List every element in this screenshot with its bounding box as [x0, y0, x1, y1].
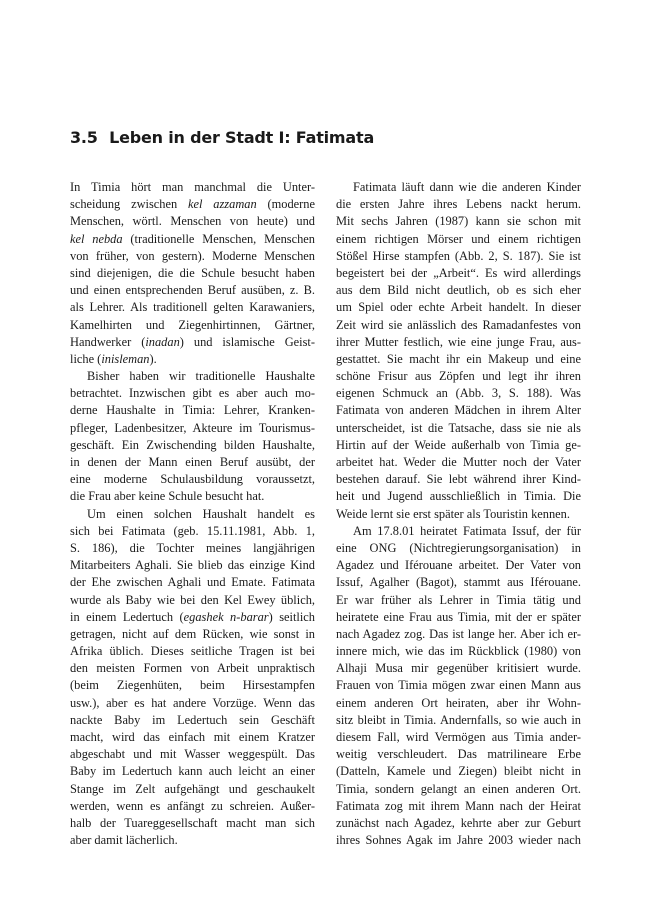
text-line: eine ONG (Nichtregierungsorganisation) in: [336, 540, 581, 555]
text-line: die ersten Jahre ihres Lebens nackt herum.: [336, 197, 581, 212]
section-title: Leben in der Stadt I: Fatimata: [109, 128, 375, 147]
text-line: scheidung zwischen kel azzaman (moderne: [70, 197, 315, 212]
text-line: bestehen darauf. Sie lebt während ihrer Kind-: [336, 472, 581, 487]
text-line: geschäft. Ein Zwischending bilden Haushalte,: [70, 437, 315, 452]
text-line: weitig verschleudert. Das matrilineare Erbe: [336, 747, 581, 762]
text-line: ihres Sohnes Agak im Jahre 2003 wieder nach: [336, 833, 581, 848]
section-number: 3.5: [70, 128, 98, 147]
text-line: heiratete eine Frau aus Timia, mit der er später: [336, 609, 581, 624]
text-line: innere mich, wie das im Rückblick (1980) von: [336, 644, 581, 659]
text-line: Afrika üblich. Dieses seitliche Tragen ist bei: [70, 644, 315, 659]
text-line: Er war früher als Lehrer in Timia tätig und: [336, 592, 581, 607]
text-line: S. 186), die Tochter meines langjährigen: [70, 540, 315, 555]
text-line: sind diejenigen, die die Schule besucht haben: [70, 265, 315, 280]
text-line: Alhaji Musa mir gegenüber kritisiert wurde.: [336, 661, 581, 676]
text-line: Um einen solchen Haushalt handelt es: [87, 506, 315, 521]
text-line: Issuf, Agalher (Bagot), stammt aus Iférouane.: [336, 575, 581, 590]
text-line: Fatimata von anderen Mädchen in ihrem Alter: [336, 403, 581, 418]
text-line: sitz bleibt in Timia. Andernfalls, so wie auch in: [336, 712, 581, 727]
text-line: Fatimata zog mit ihrem Mann nach der Heirat: [336, 798, 581, 813]
text-line: und einen entsprechenden Beruf ausüben, z. B.: [70, 283, 315, 298]
text-line: Hirtin auf der Weide außerhalb von Timia ge-: [336, 437, 581, 452]
text-line: Baby im Ledertuch kann auch leicht an einer: [70, 764, 315, 779]
text-line: unterscheidet, ist die Tatsache, dass sie nie als: [336, 420, 581, 435]
text-line: arbeitet hat. Weder die Mutter noch der Vater: [336, 455, 581, 469]
text-line: aber damit lächerlich.: [70, 833, 178, 848]
text-line: pfleger, Ladenbesitzer, Akteure im Tourismus-: [70, 420, 315, 435]
text-line: in denen der Mann einen Beruf ausübt, der: [70, 455, 315, 469]
text-line: In Timia hört man manchmal die Unter-: [70, 180, 315, 194]
text-line: begeistert bei der „Arbeit“. Es wird allerdings: [336, 265, 581, 280]
text-line: abgeschabt und mit Wasser weggespült. Das: [70, 747, 315, 762]
text-line: von früher, von gestern). Moderne Menschen: [70, 248, 315, 263]
section-heading: [70, 128, 374, 147]
text-line: (Datteln, Kamele und Ziegen) bleibt nicht in: [336, 764, 581, 779]
text-line: ihrer Mutter festlich, wie eine junge Frau, aus-: [336, 334, 581, 349]
text-line: Am 17.8.01 heiratet Fatimata Issuf, der für: [353, 523, 581, 538]
text-line: Timia, sondern gelangt an einen anderen Ort.: [336, 781, 581, 796]
text-line: Mit sechs Jahren (1987) kann sie schon mit: [336, 214, 581, 229]
text-line: Frauen von Timia mögen zwar einen Mann aus: [336, 678, 581, 693]
text-line: Handwerker (inadan) und islamische Geist-: [70, 334, 315, 349]
text-line: einem anderen Ort heiraten, aber ihr Wohn-: [336, 695, 581, 710]
text-line: derne Haushalte in Timia: Lehrer, Kranken-: [70, 403, 315, 418]
text-line: Kamelhirten und Ziegenhirtinnen, Gärtner,: [70, 317, 315, 332]
text-line: kel nebda (traditionelle Menschen, Menschen: [70, 231, 315, 246]
text-line: getragen, nicht auf dem Rücken, wie sonst in: [70, 626, 315, 641]
text-line: zunächst nach Agadez, kehrte aber zur Geburt: [336, 815, 581, 830]
text-line: werden, wenn es anfängt zu schreien. Außer-: [70, 798, 315, 813]
text-line: der Ehe zwischen Aghali und Emate. Fatimata: [70, 575, 315, 590]
text-line: die Frau aber keine Schule besucht hat.: [70, 489, 265, 504]
text-line: diesem Fall, wird Vermögen aus Timia ander-: [336, 730, 581, 744]
text-line: heit und Jugend ausschließlich in Timia. Die: [336, 489, 581, 504]
left-text-column: [70, 179, 315, 849]
text-line: wurde als Baby wie bei den Kel Ewey üblich,: [70, 592, 315, 607]
text-line: um Spiel oder echte Arbeit handelt. In dieser: [336, 300, 581, 315]
text-line: eine moderne Schulausbildung voraussetzt,: [70, 472, 315, 487]
text-line: Stößel Hirse stampfen (Abb. 2, S. 187). Sie ist: [336, 248, 581, 263]
text-line: Menschen, wörtl. Menschen von heute) und: [70, 214, 315, 229]
text-line: einem richtigen Mörser und einem richtigen: [336, 231, 581, 246]
text-line: liche (inisleman).: [70, 351, 157, 366]
text-line: Agadez und Iférouane arbeitet. Der Vater von: [336, 558, 581, 573]
text-line: Fatimata läuft dann wie die anderen Kinder: [353, 180, 581, 194]
text-line: in einem Ledertuch (egashek n-barar) seitlich: [70, 609, 315, 624]
text-line: nach Agadez zog. Das ist lange her. Aber ich er-: [336, 626, 581, 641]
text-line: sich bei Fatimata (geb. 15.11.1981, Abb. 1,: [70, 523, 315, 538]
text-line: schöne Frisur aus Zöpfen und legt ihr ihren: [336, 369, 581, 384]
right-text-column: [336, 179, 581, 849]
text-line: als Lehrer. Als traditionell gelten Karawaniers,: [70, 300, 315, 315]
text-line: betrachtet. Inzwischen gibt es aber auch mo-: [70, 386, 315, 401]
text-line: usw.), aber es hat andere Vorzüge. Wenn das: [70, 695, 315, 710]
text-line: halb der Tuareggesellschaft macht man sich: [70, 815, 315, 830]
text-line: Stange im Zelt aufgehängt und geschaukelt: [70, 781, 315, 796]
text-line: nackte Baby im Ledertuch sein Geschäft: [70, 712, 315, 727]
text-line: den meisten Formen von Arbeit unpraktisch: [70, 661, 315, 676]
text-line: aus dem Bild nicht deutlich, ob es sich eher: [336, 283, 581, 298]
text-line: Weide lernt sie erst später als Touristin kennen.: [336, 506, 570, 521]
text-line: eigenen Schmuck an (Abb. 3, S. 188). Was: [336, 386, 581, 401]
text-line: (beim Ziegenhüten, beim Hirsestampfen: [70, 678, 315, 693]
text-line: Mitarbeiters Aghali. Sie blieb das einzige Kind: [70, 558, 315, 573]
text-line: macht, wird das einfach mit einem Kratzer: [70, 730, 315, 744]
text-line: gestattet. Sie macht ihr ein Makeup und eine: [336, 351, 581, 366]
text-line: Bisher haben wir traditionelle Haushalte: [87, 369, 315, 384]
text-line: Zeit wird sie anlässlich des Ramadanfestes von: [336, 317, 581, 332]
